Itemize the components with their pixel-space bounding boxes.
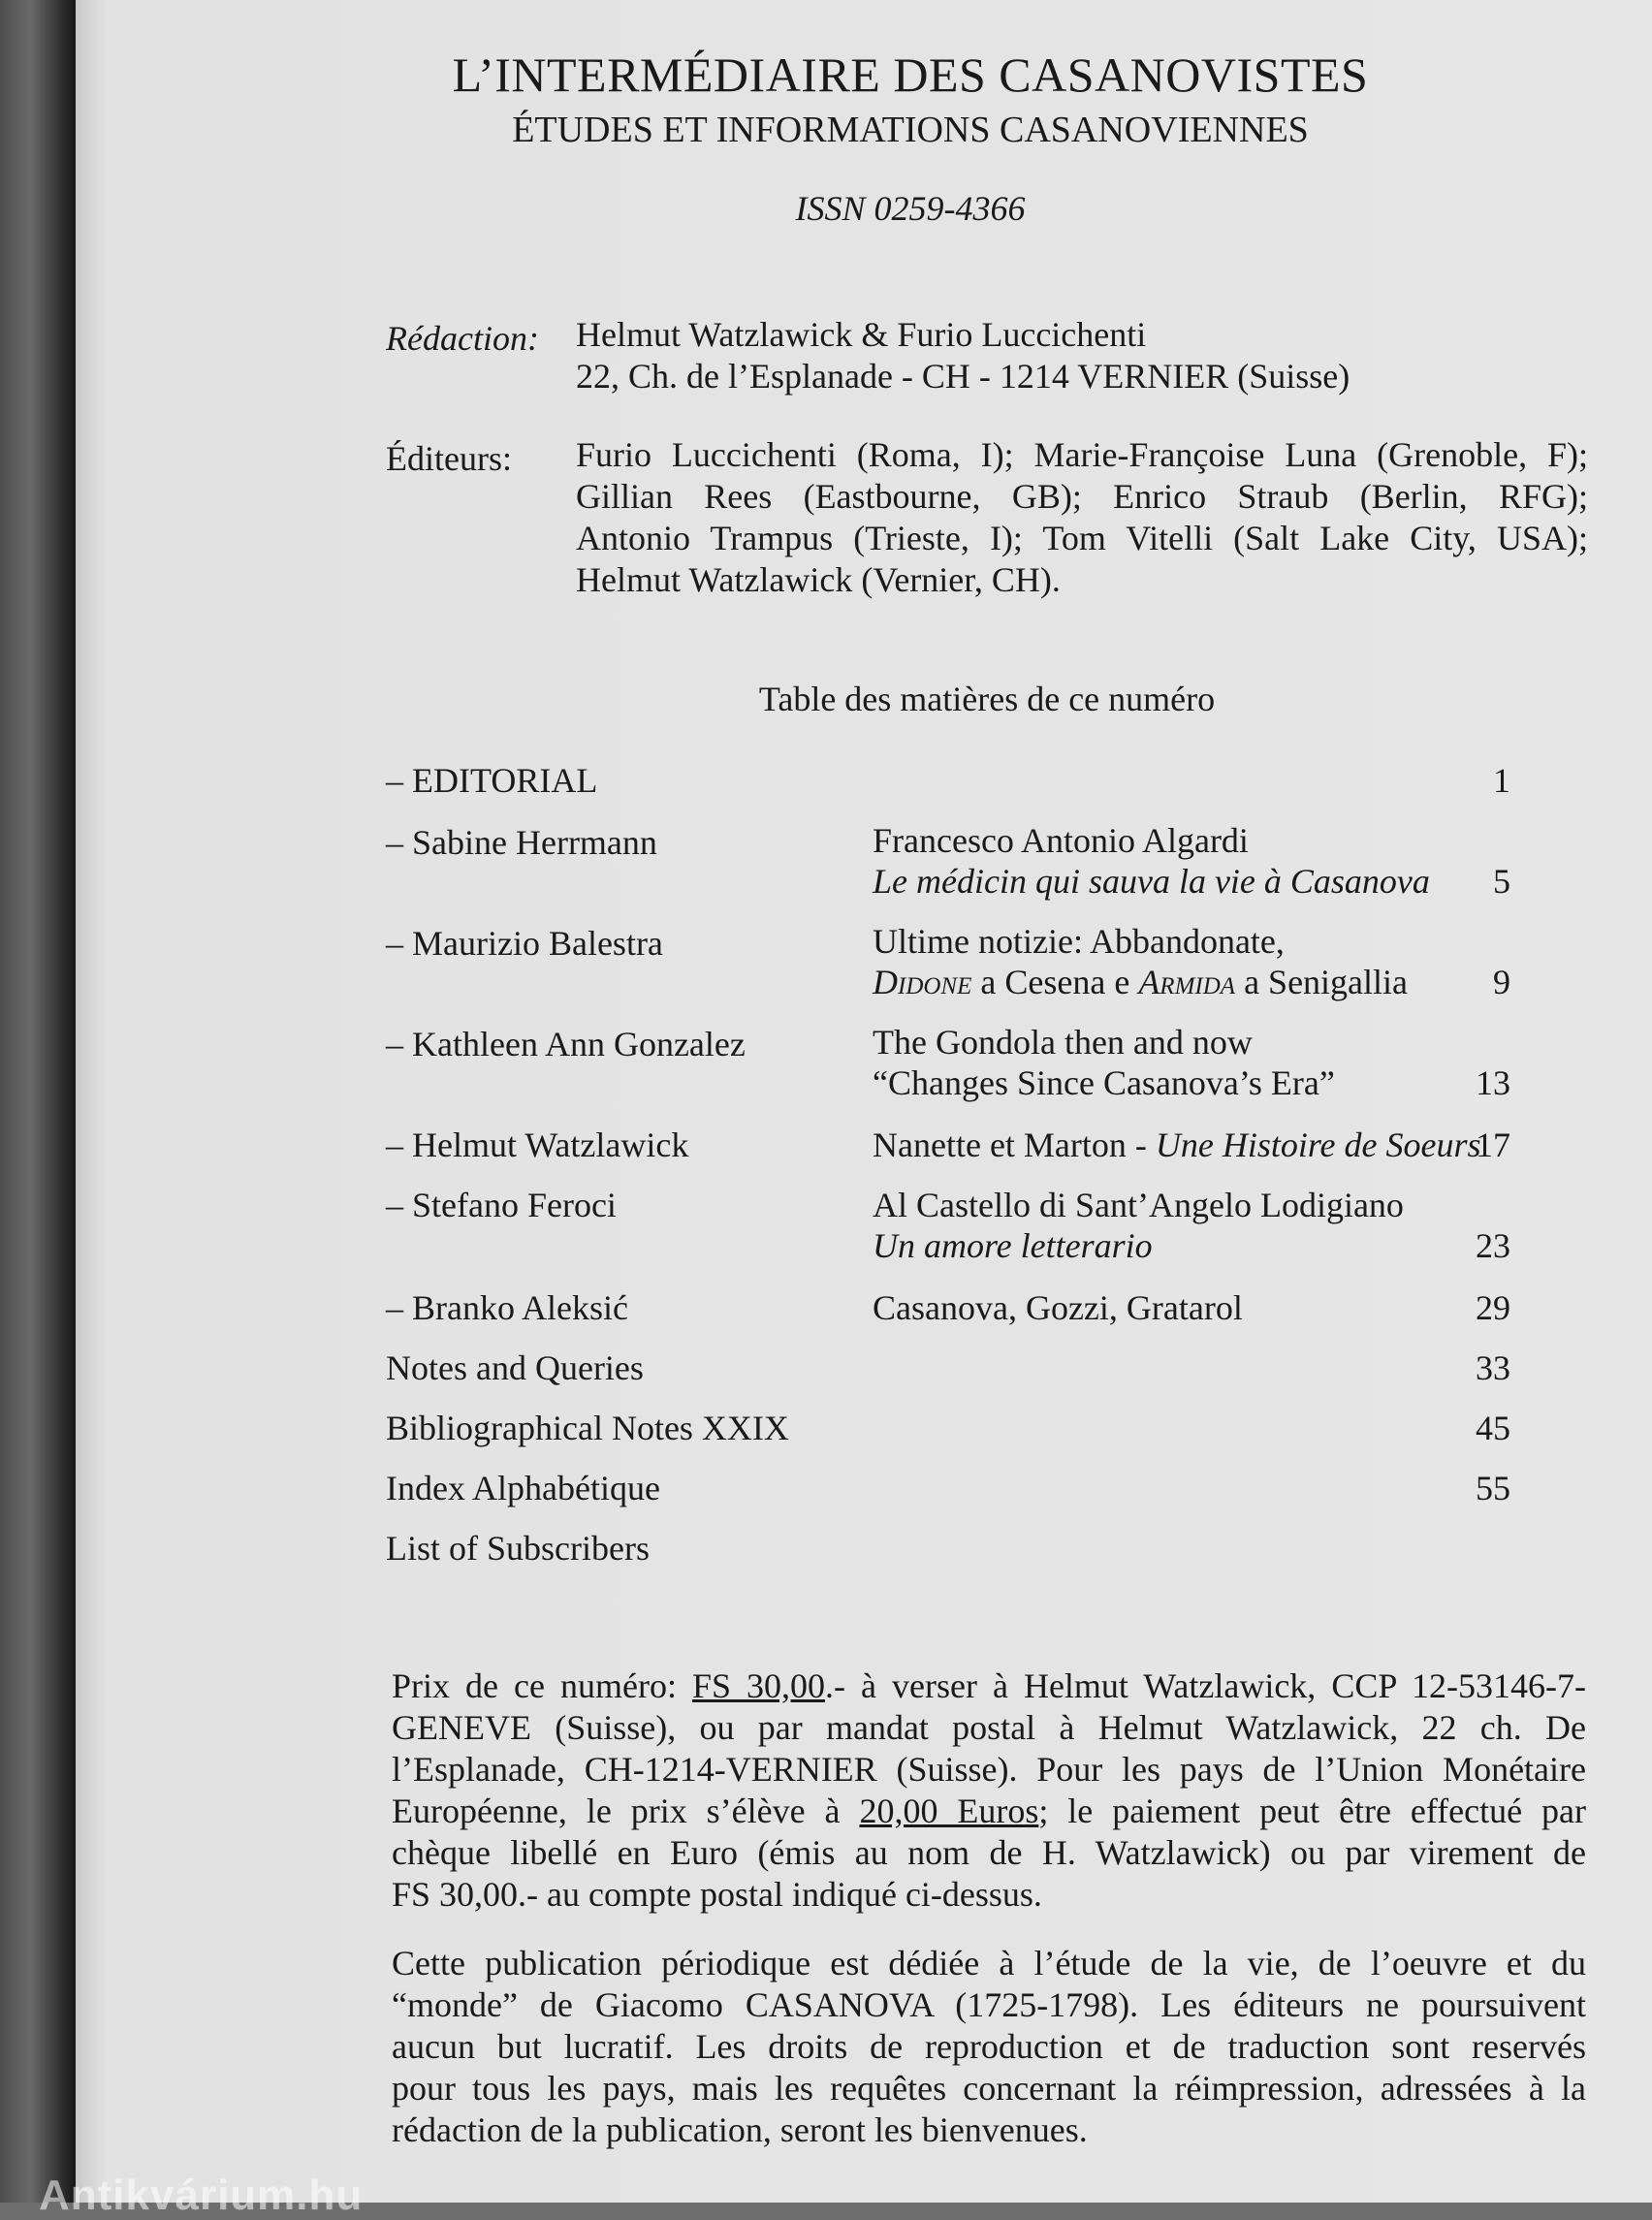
editeurs-line: Antonio Trampus (Trieste, I); Tom Vitelli (Salt Lake City, USA); (576, 519, 1588, 557)
toc-section: Index Alphabétique (386, 1469, 660, 1507)
redaction-block (576, 314, 1588, 397)
redaction-line: Helmut Watzlawick & Furio Luccichenti (576, 315, 1147, 354)
price-line: l’Esplanade, CH-1214-VERNIER (Suisse). Pour les pays de l’Union Monétaire (392, 1750, 1586, 1789)
notice-paragraph (392, 1943, 1586, 2151)
toc-author: – Branko Aleksić (386, 1288, 628, 1327)
toc-article (873, 921, 1408, 1002)
editeurs-line: Helmut Watzlawick (Vernier, CH). (576, 560, 1061, 599)
watermark: Antikvárium.hu (39, 2172, 364, 2219)
editeurs-line: Furio Luccichenti (Roma, I); Marie-Françoise Luna (Grenoble, F); (576, 435, 1588, 474)
toc-page: 45 (1476, 1409, 1510, 1447)
toc-article: Nanette et Marton - Une Histoire de Soeurs (873, 1126, 1481, 1164)
redaction-line: 22, Ch. de l’Esplanade - CH - 1214 VERNIER (Suisse) (576, 357, 1350, 396)
toc-article-subtitle: Didone a Cesena e Armida a Senigallia (873, 963, 1409, 1001)
toc-section: Notes and Queries (386, 1348, 644, 1387)
toc-page: 9 (1493, 963, 1510, 1001)
toc-title: Table des matières de ce numéro (758, 680, 1216, 718)
toc-author: – Kathleen Ann Gonzalez (386, 1025, 746, 1063)
document-page (76, 0, 1652, 2203)
toc-page: 17 (1476, 1126, 1510, 1164)
price-line: GENEVE (Suisse), ou par mandat postal à Helmut Watzlawick, 22 ch. De (392, 1708, 1586, 1747)
toc-author: – EDITORIAL (386, 761, 598, 800)
toc-article (873, 1022, 1335, 1103)
toc-article-title: Francesco Antonio Algardi (873, 821, 1249, 860)
toc-author: – Maurizio Balestra (386, 924, 663, 963)
redaction-label: Rédaction: (386, 319, 539, 358)
price-line: Prix de ce numéro: FS 30,00.- à verser à Helmut Watzlawick, CCP 12-53146-7- (392, 1666, 1587, 1705)
price-line: Européenne, le prix s’élève à 20,00 Euros; le paiement peut être effectué par (392, 1792, 1586, 1830)
toc-page: 23 (1476, 1226, 1510, 1265)
toc-article-title: Ultime notizie: Abbandonate, (873, 922, 1285, 961)
toc-article-title: The Gondola then and now (873, 1023, 1253, 1062)
toc-article-title: Al Castello di Sant’Angelo Lodigiano (873, 1186, 1404, 1224)
toc-article-subtitle: Le médicin qui sauva la vie à Casanova (873, 862, 1430, 901)
price-line: FS 30,00.- au compte postal indiqué ci-dessus. (392, 1875, 1042, 1914)
notice-line: pour tous les pays, mais les requêtes concernant la réimpression, adressées à la (392, 2069, 1586, 2108)
toc-page: 13 (1476, 1063, 1510, 1102)
editeurs-label: Éditeurs: (386, 439, 512, 478)
toc-section: List of Subscribers (386, 1529, 650, 1568)
toc-article (873, 820, 1430, 902)
toc-article-subtitle: Un amore letterario (873, 1226, 1153, 1265)
price-line: chèque libellé en Euro (émis au nom de H. Watzlawick) ou par virement de (392, 1833, 1586, 1872)
issn: ISSN 0259-4366 (795, 189, 1026, 228)
toc-article (873, 1185, 1404, 1266)
price-paragraph (392, 1665, 1586, 1916)
editeurs-line: Gillian Rees (Eastbourne, GB); Enrico Straub (Berlin, RFG); (576, 477, 1588, 516)
toc-page: 29 (1476, 1288, 1510, 1327)
toc-article: Casanova, Gozzi, Gratarol (873, 1288, 1243, 1327)
toc-author: – Helmut Watzlawick (386, 1126, 689, 1164)
journal-title: L’INTERMÉDIAIRE DES CASANOVISTES (452, 48, 1369, 102)
notice-line: Cette publication périodique est dédiée à l’étude de la vie, de l’oeuvre et du (392, 1944, 1586, 1982)
toc-page: 5 (1493, 862, 1510, 901)
editeurs-block (576, 434, 1588, 601)
toc-page: 33 (1476, 1348, 1510, 1387)
toc-page: 1 (1493, 761, 1510, 800)
toc-page: 55 (1476, 1469, 1510, 1507)
toc-article-subtitle: “Changes Since Casanova’s Era” (873, 1063, 1335, 1102)
journal-subtitle: ÉTUDES ET INFORMATIONS CASANOVIENNES (512, 110, 1309, 150)
toc-author: – Stefano Feroci (386, 1186, 617, 1224)
book-spine-shadow (0, 0, 76, 2203)
notice-line: “monde” de Giacomo CASANOVA (1725-1798). Les éditeurs ne poursuivent (392, 1985, 1586, 2024)
notice-line: aucun but lucratif. Les droits de reproduction et de traduction sont reservés (392, 2027, 1586, 2066)
toc-author: – Sabine Herrmann (386, 823, 657, 862)
notice-line: rédaction de la publication, seront les bienvenues. (392, 2110, 1088, 2149)
toc-section: Bibliographical Notes XXIX (386, 1409, 789, 1447)
